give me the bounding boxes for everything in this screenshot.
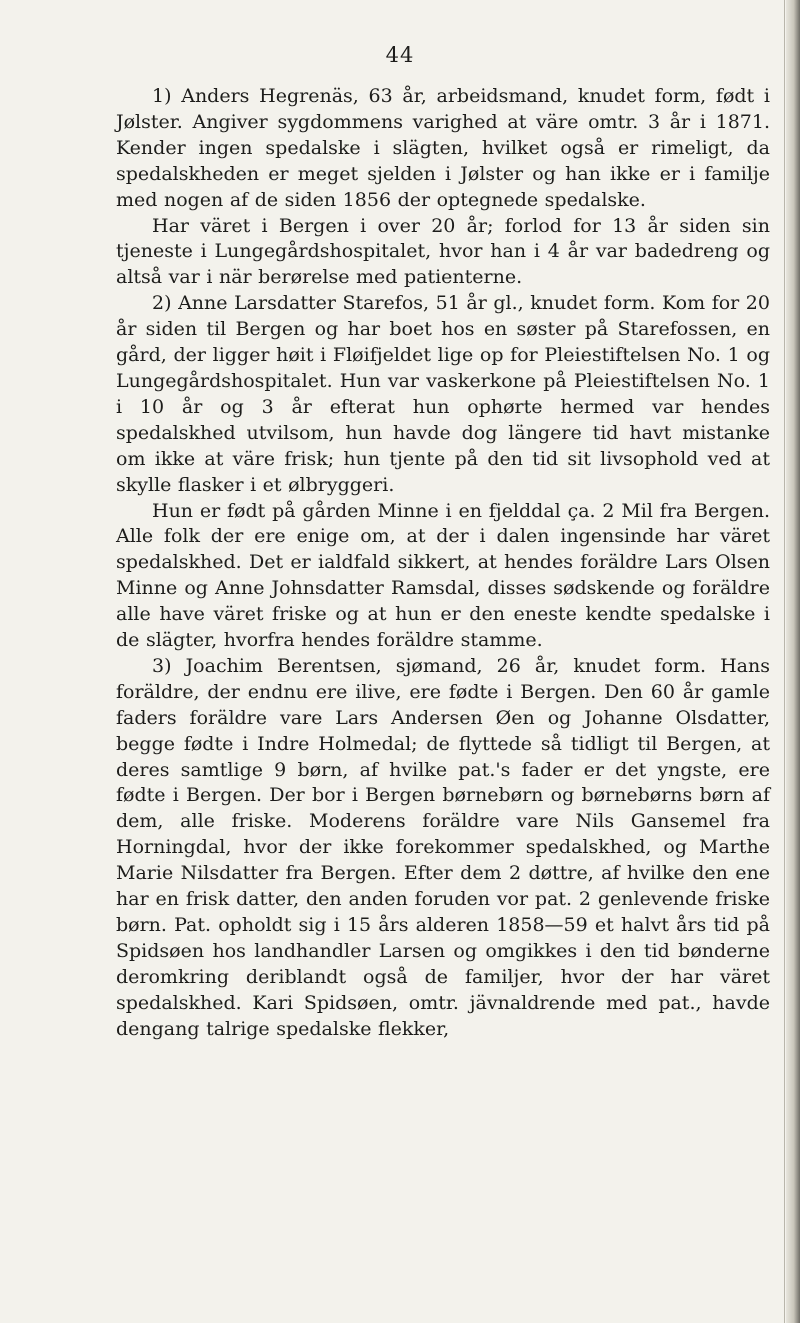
paragraph-case-2-continued: Hun er født på gården Minne i en fjelddal ça. 2 Mil fra Bergen. Alle folk der ere enige om, at der i dalen ingensinde har väret spedalskhed. Det er ialdfald sikkert, at hendes foräldre Lars Olsen Minne og Anne Johnsdatter Ramsdal, disses sødskende og foräldre alle have väret friske og at hun er den eneste kendte spedalske i de slägter, hvorfra hendes foräldre stamme.: [116, 499, 770, 652]
page-edge-line: [784, 0, 785, 1323]
body-text: [116, 84, 770, 1043]
paragraph-case-2: 2) Anne Larsdatter Starefos, 51 år gl., knudet form. Kom for 20 år siden til Bergen og har boet hos en søster på Starefossen, en gård, der ligger høit i Fløifjeldet lige op for Pleiestiftelsen No. 1 og Lungegårdshospitalet. Hun var vaskerkone på Pleiestiftelsen No. 1 i 10 år og 3 år efterat hun ophørte hermed var hendes spedalskhed utvilsom, hun havde dog längere tid havt mistanke om ikke at väre frisk; hun tjente på den tid sit livsophold ved at skylle flasker i et ølbryggeri.: [116, 292, 770, 496]
paragraph-case-3: 3) Joachim Berentsen, sjømand, 26 år, knudet form. Hans foräldre, der endnu ere ilive, ere fødte i Bergen. Den 60 år gamle faders foräldre vare Lars Andersen Øen og Johanne Olsdatter, begge fødte i Indre Holmedal; de flyttede så tidligt til Bergen, at deres samtlige 9 børn, af hvilke pat.'s fader er det yngste, ere fødte i Bergen. Der bor i Bergen børnebørn og børnebørns børn af dem, alle friske. Moderens foräldre vare Nils Gansemel fra Horningdal, hvor der ikke forekommer spedalskhed, og Marthe Marie Nilsdatter fra Bergen. Efter dem 2 døttre, af hvilke den ene har en frisk datter, den anden foruden vor pat. 2 genlevende friske børn. Pat. opholdt sig i 15 års alderen 1858—59 et halvt års tid på Spidsøen hos landhandler Larsen og omgikkes i den tid bønderne deromkring deriblandt også de familjer, hvor der har väret spedalskhed. Kari Spidsøen, omtr. jävnaldrende med pat., havde dengang talrige spedalske flekker,: [116, 654, 770, 1040]
page-number: 44: [385, 43, 415, 67]
paragraph-case-1: 1) Anders Hegrenäs, 63 år, arbeidsmand, knudet form, født i Jølster. Angiver sygdommens varighed at väre omtr. 3 år i 1871. Kender ingen spedalske i slägten, hvilket også er rimeligt, da spedalskheden er meget sjelden i Jølster og han ikke er i familje med nogen af de siden 1856 der optegnede spedalske.: [116, 85, 770, 211]
scan-edge-shadow: [786, 0, 800, 1323]
paragraph-case-1-continued: Har väret i Bergen i over 20 år; forlod for 13 år siden sin tjeneste i Lungegårdshospitalet, hvor han i 4 år var badedreng og altså var i när berørelse med patienterne.: [116, 214, 770, 289]
